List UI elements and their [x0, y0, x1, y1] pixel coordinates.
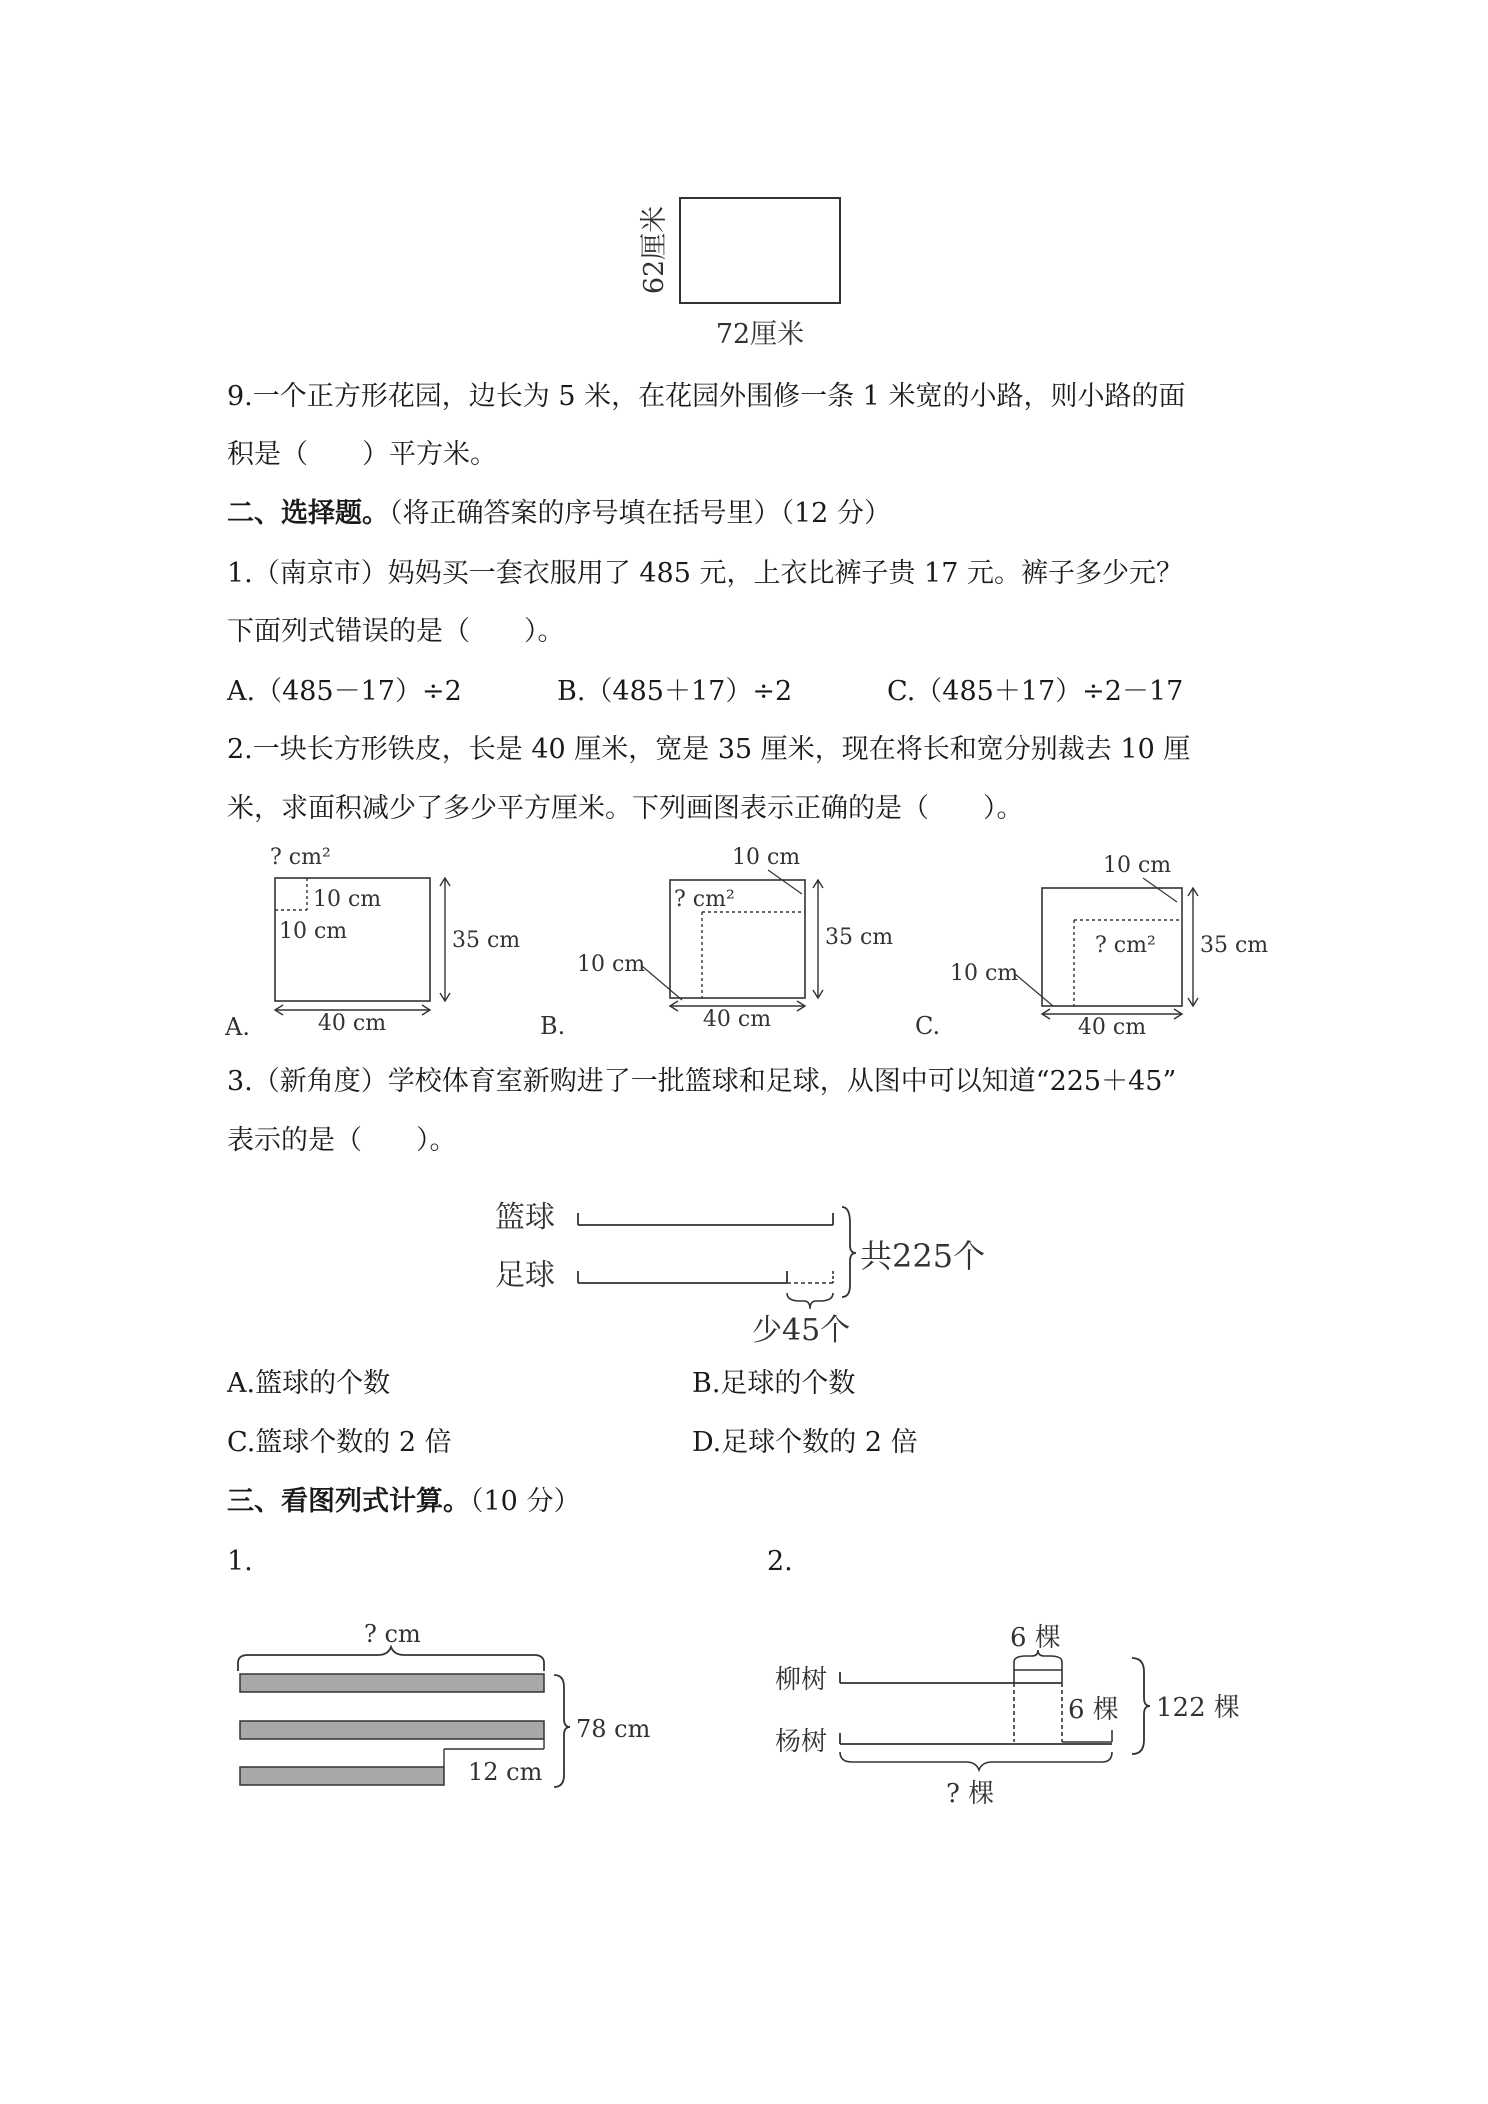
s3q1-top-label: ? cm: [364, 1620, 421, 1648]
rectangle-figure: [630, 190, 870, 360]
s3q2-number: 2.: [767, 1546, 793, 1577]
s2q3-line1: 3.（新角度）学校体育室新购进了一批篮球和足球，从图中可以知道“225＋45”: [227, 1066, 1177, 1097]
s3q2-bottom-label: ? 棵: [946, 1779, 995, 1809]
rect-width-label: 72厘米: [715, 319, 805, 350]
fig-b-height-label: 35 cm: [825, 925, 894, 950]
s2q1-line1: 1.（南京市）妈妈买一套衣服用了 485 元，上衣比裤子贵 17 元。裤子多少元？: [227, 558, 1183, 589]
fig-c-cut-left-label: 10 cm: [950, 961, 1019, 986]
s2q3-line-diagram: [490, 1185, 1010, 1350]
fig-a-option[interactable]: A.: [225, 1013, 250, 1041]
q9-line2: 积是（ ）平方米。: [227, 439, 497, 470]
fig-b-width-label: 40 cm: [702, 1007, 772, 1032]
fig-b-option[interactable]: B.: [540, 1012, 566, 1040]
section3-note: （10 分）: [470, 1486, 581, 1517]
s2q2-line1: 2.一块长方形铁皮，长是 40 厘米，宽是 35 厘米，现在将长和宽分别裁去 10 厘: [227, 734, 1191, 765]
s2q3-option-b[interactable]: B.足球的个数: [692, 1368, 856, 1399]
s2q3-option-d[interactable]: D.足球个数的 2 倍: [692, 1427, 918, 1458]
s2q3-option-a[interactable]: A.篮球的个数: [227, 1368, 391, 1399]
section3-heading: [227, 1485, 580, 1519]
fig-b-area-label: ? cm²: [674, 887, 735, 912]
s2q1-line2: 下面列式错误的是（ ）。: [227, 616, 565, 647]
tree-row-label-willow: 柳树: [775, 1665, 828, 1695]
s3q2-top-label: 6 棵: [1010, 1623, 1061, 1653]
s2q2-line2: 米，求面积减少了多少平方厘米。下列画图表示正确的是（ ）。: [227, 793, 1024, 824]
total-label: 共225个: [860, 1237, 986, 1275]
fig-a-cut1-label: 10 cm: [313, 887, 382, 912]
section2-title: 二、选择题。: [227, 498, 389, 529]
fig-c-height-label: 35 cm: [1200, 933, 1269, 958]
s3q2-line-diagram: [770, 1610, 1290, 1810]
row-label-football: 足球: [495, 1258, 555, 1293]
s2q1-option-c[interactable]: C.（485＋17）÷2－17: [887, 676, 1184, 707]
fig-c-option[interactable]: C.: [915, 1012, 941, 1040]
s2q2-figure-c: [915, 840, 1269, 1040]
fig-a-height-label: 35 cm: [452, 928, 521, 953]
tree-row-label-poplar: 杨树: [775, 1727, 828, 1757]
row-label-basketball: 篮球: [495, 1200, 555, 1235]
fig-a-width-label: 40 cm: [317, 1011, 387, 1036]
s2q2-figure-a: [220, 840, 521, 1041]
fig-b-cut-top-label: 10 cm: [732, 845, 801, 870]
fig-c-area-label: ? cm²: [1095, 933, 1156, 958]
s2q2-figure-b: [540, 838, 894, 1040]
s2q1-option-a[interactable]: A.（485－17）÷2: [227, 676, 462, 707]
fig-b-cut-left-label: 10 cm: [577, 952, 646, 977]
section2-heading: [227, 497, 891, 531]
s3q2-mid-label: 6 棵: [1068, 1695, 1119, 1725]
fig-c-cut-top-label: 10 cm: [1103, 853, 1172, 878]
rect-height-label: 62厘米: [639, 205, 670, 295]
s2q3-option-c[interactable]: C.篮球个数的 2 倍: [227, 1427, 452, 1458]
section3-title: 三、看图列式计算。: [227, 1486, 470, 1517]
section2-note: （将正确答案的序号填在括号里）（12 分）: [389, 498, 891, 529]
fig-a-area-label: ? cm²: [270, 845, 331, 870]
s3q1-diff-label: 12 cm: [468, 1758, 543, 1786]
s3q1-number: 1.: [227, 1546, 253, 1577]
q9-line1: 9.一个正方形花园，边长为 5 米，在花园外围修一条 1 米宽的小路，则小路的面: [227, 381, 1186, 412]
s3q2-total-label: 122 棵: [1156, 1693, 1240, 1723]
s3q1-total-label: 78 cm: [576, 1715, 651, 1743]
s2q3-line2: 表示的是（ ）。: [227, 1125, 457, 1156]
s2q1-option-b[interactable]: B.（485＋17）÷2: [557, 676, 793, 707]
fig-a-cut2-label: 10 cm: [279, 919, 348, 944]
s3q1-bar-diagram: [228, 1615, 678, 1795]
diff-label: 少45个: [752, 1313, 851, 1348]
fig-c-width-label: 40 cm: [1077, 1015, 1147, 1040]
